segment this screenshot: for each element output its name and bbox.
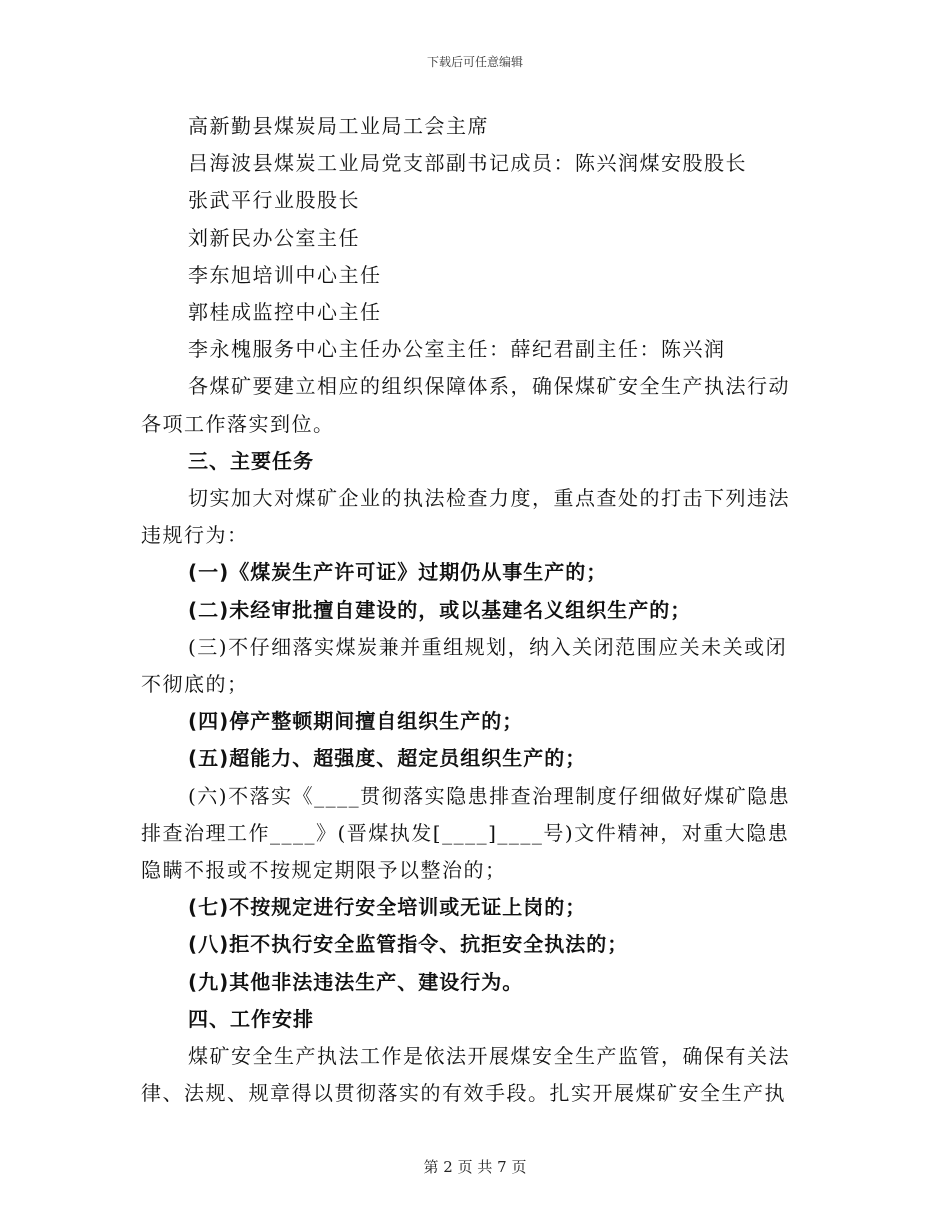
list-item: (四)停产整顿期间擅自组织生产的； xyxy=(188,709,524,734)
body-line: 张武平行业股股长 xyxy=(188,188,360,213)
body-line: 隐瞒不报或不按规定期限予以整治的； xyxy=(141,858,507,883)
header-note: 下载后可任意编辑 xyxy=(426,55,523,69)
list-item: (五)超能力、超强度、超定员组织生产的； xyxy=(188,746,587,771)
body-line: 李永槐服务中心主任办公室主任：薛纪君副主任：陈兴润 xyxy=(188,337,726,362)
body-line: 各煤矿要建立相应的组织保障体系，确保煤矿安全生产执法行动 xyxy=(188,374,790,399)
body-line: 排查治理工作____》(晋煤执发[____]____号)文件精神，对重大隐患 xyxy=(141,820,790,845)
list-item: (七)不按规定进行安全培训或无证上岗的； xyxy=(188,895,587,920)
body-line: 各项工作落实到位。 xyxy=(141,411,335,436)
section-heading: 三、主要任务 xyxy=(188,448,314,473)
list-item: (六)不落实《____贯彻落实隐患排查治理制度仔细做好煤矿隐患 xyxy=(188,783,791,808)
body-line: 吕海波县煤炭工业局党支部副书记成员：陈兴润煤安股股长 xyxy=(188,151,747,176)
body-line: 高新勤县煤炭局工业局工会主席 xyxy=(188,114,489,138)
body-line: 律、法规、规章得以贯彻落实的有效手段。扎实开展煤矿安全生产执 xyxy=(141,1081,786,1106)
section-heading: 四、工作安排 xyxy=(188,1006,314,1031)
body-line: 违规行为： xyxy=(141,523,249,548)
body-line: 不彻底的； xyxy=(141,672,249,697)
body-line: 郭桂成监控中心主任 xyxy=(188,300,382,325)
body-line: 刘新民办公室主任 xyxy=(188,225,360,250)
body-line: 煤矿安全生产执法工作是依法开展煤安全生产监管，确保有关法 xyxy=(188,1044,790,1069)
page-indicator: 第 2 页 共 7 页 xyxy=(423,1158,527,1176)
body-line: 切实加大对煤矿企业的执法检查力度，重点查处的打击下列违法 xyxy=(188,486,790,511)
document-body xyxy=(141,108,801,1112)
list-item: (九)其他非法违法生产、建设行为。 xyxy=(188,969,524,994)
list-item: (二)未经审批擅自建设的，或以基建名义组织生产的； xyxy=(188,597,692,622)
list-item: (三)不仔细落实煤炭兼并重组规划，纳入关闭范围应关未关或闭 xyxy=(188,634,788,659)
list-item: (一)《煤炭生产许可证》过期仍从事生产的； xyxy=(188,560,608,585)
list-item: (八)拒不执行安全监管指令、抗拒安全执法的； xyxy=(188,932,629,957)
body-line: 李东旭培训中心主任 xyxy=(188,262,382,287)
